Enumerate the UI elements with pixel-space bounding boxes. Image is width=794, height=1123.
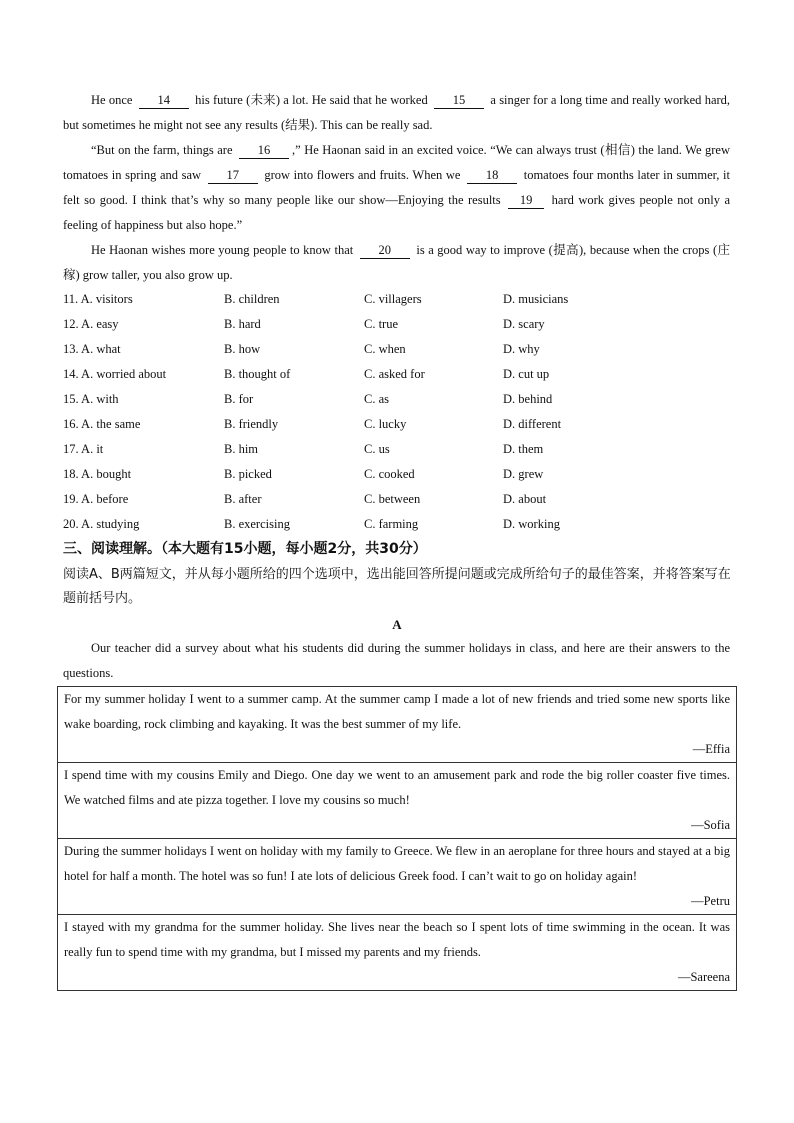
option-row: [63, 462, 730, 487]
option-choice: C. when: [364, 342, 406, 356]
option-choice: C. asked for: [364, 367, 425, 381]
option-choice: D. different: [503, 417, 562, 431]
option-choice: C. lucky: [364, 417, 407, 431]
blank-20: 20: [360, 243, 410, 259]
option-choice: 14. A. worried about: [63, 367, 167, 381]
option-choice: B. friendly: [224, 417, 279, 431]
option-row: [63, 337, 730, 362]
option-choice: B. for: [224, 392, 254, 406]
answer-text: I spend time with my cousins Emily and Diego. One day we went to an amusement park and rode the big roller coaster five times. We watched films and ate pizza together. I love my cousins so much!: [64, 768, 730, 807]
answers-table: [57, 686, 737, 991]
passage-text: tomatoes four months later in summer, it felt so good. I think that’s why so many people like our show—Enjoying the results: [63, 168, 730, 207]
option-choice: B. how: [224, 342, 261, 356]
passage-text: He Haonan wishes more young people to know that: [91, 243, 354, 257]
passage-paragraph-2: [63, 138, 730, 238]
option-choice: C. us: [364, 442, 390, 456]
passage-text: “But on the farm, things are: [91, 143, 233, 157]
option-choice: B. exercising: [224, 517, 290, 531]
blank-17: 17: [208, 168, 258, 184]
option-choice: D. about: [503, 492, 547, 506]
option-choice: C. as: [364, 392, 389, 406]
option-choice: 19. A. before: [63, 492, 129, 506]
option-choice: D. grew: [503, 467, 544, 481]
passage-text: hard work gives people not only a feeling of happiness but also hope.”: [63, 193, 731, 232]
option-choice: C. villagers: [364, 292, 422, 306]
option-choice: C. cooked: [364, 467, 415, 481]
option-choice: B. hard: [224, 317, 261, 331]
option-row: [63, 362, 730, 387]
option-row: [63, 412, 730, 437]
blank-18: 18: [467, 168, 517, 184]
answer-cell: [58, 839, 736, 915]
blank-14: 14: [139, 93, 189, 109]
option-choice: 16. A. the same: [63, 417, 141, 431]
blank-19: 19: [508, 193, 544, 209]
answer-signature: —Petru: [691, 894, 730, 908]
passage-text: He once: [91, 93, 133, 107]
option-choice: D. why: [503, 342, 540, 356]
option-choice: B. children: [224, 292, 280, 306]
option-choice: B. him: [224, 442, 259, 456]
option-choice: C. true: [364, 317, 399, 331]
blank-16: 16: [239, 143, 289, 159]
option-choice: D. them: [503, 442, 544, 456]
answer-cell: [58, 915, 736, 991]
passage-paragraph-3: [63, 238, 730, 288]
option-choice: D. cut up: [503, 367, 550, 381]
answer-text: During the summer holidays I went on holiday with my family to Greece. We flew in an aeroplane for three hours and stayed at a big hotel for half a month. The hotel was so fun! I ate lots of delicious Greek food. I can’t wait to go on holiday again!: [64, 844, 730, 883]
option-choice: D. musicians: [503, 292, 569, 306]
section-instruction: 阅读A、B两篇短文，并从每小题所给的四个选项中，选出能回答所提问题或完成所给句子的最佳答案，并将答案写在题前括号内。: [63, 567, 731, 606]
answer-text: I stayed with my grandma for the summer holiday. She lives near the beach so I spent lots of time swimming in the ocean. It was really fun to spend time with my grandma, but I missed my parents and my friends.: [64, 920, 730, 959]
option-choice: B. after: [224, 492, 262, 506]
options-list: [63, 287, 730, 537]
option-row: [63, 387, 730, 412]
option-choice: B. thought of: [224, 367, 291, 381]
option-choice: D. behind: [503, 392, 553, 406]
option-choice: 17. A. it: [63, 442, 104, 456]
passage-text: ,” He Haonan said in an excited voice. “We can always trust (相信) the land. We grew tomatoes in spring and saw: [63, 143, 730, 182]
option-choice: 12. A. easy: [63, 317, 119, 331]
option-choice: B. picked: [224, 467, 272, 481]
section-title: 三、阅读理解。（本大题有15小题，每小题2分，共30分）: [63, 541, 427, 557]
option-row: [63, 437, 730, 462]
option-choice: C. between: [364, 492, 421, 506]
option-choice: C. farming: [364, 517, 419, 531]
option-row: [63, 312, 730, 337]
option-row: [63, 512, 730, 537]
option-choice: 15. A. with: [63, 392, 119, 406]
option-choice: 18. A. bought: [63, 467, 132, 481]
answer-cell: [58, 687, 736, 763]
option-choice: 13. A. what: [63, 342, 121, 356]
option-choice: 11. A. visitors: [63, 292, 133, 306]
answer-text: For my summer holiday I went to a summer camp. At the summer camp I made a lot of new friends and tried some new sports like wake boarding, rock climbing and kayaking. It was the best summer of my life.: [64, 692, 730, 731]
passage-text: grow into flowers and fruits. When we: [264, 168, 461, 182]
reading-intro: [63, 636, 730, 686]
answer-signature: —Sofia: [691, 818, 730, 832]
answer-signature: —Sareena: [677, 970, 730, 984]
option-row: [63, 487, 730, 512]
answer-signature: —Effia: [692, 742, 730, 756]
passage-text: is a good way to improve (提高), because when the crops (庄稼) grow taller, you also grow up.: [63, 243, 731, 282]
option-row: [63, 287, 730, 312]
reading-intro-text: Our teacher did a survey about what his students did during the summer holidays in class, and here are their answers to the questions.: [63, 641, 730, 680]
answer-cell: [58, 763, 736, 839]
option-choice: 20. A. studying: [63, 517, 140, 531]
option-choice: D. scary: [503, 317, 545, 331]
passage-text: a singer for a long time and really worked hard, but sometimes he might not see any results (结果). This can be really sad.: [63, 93, 731, 132]
passage-text: his future (未来) a lot. He said that he worked: [195, 93, 428, 107]
option-choice: D. working: [503, 517, 560, 531]
blank-15: 15: [434, 93, 484, 109]
passage-paragraph-1: [63, 88, 730, 138]
passage-heading: A: [392, 617, 402, 632]
